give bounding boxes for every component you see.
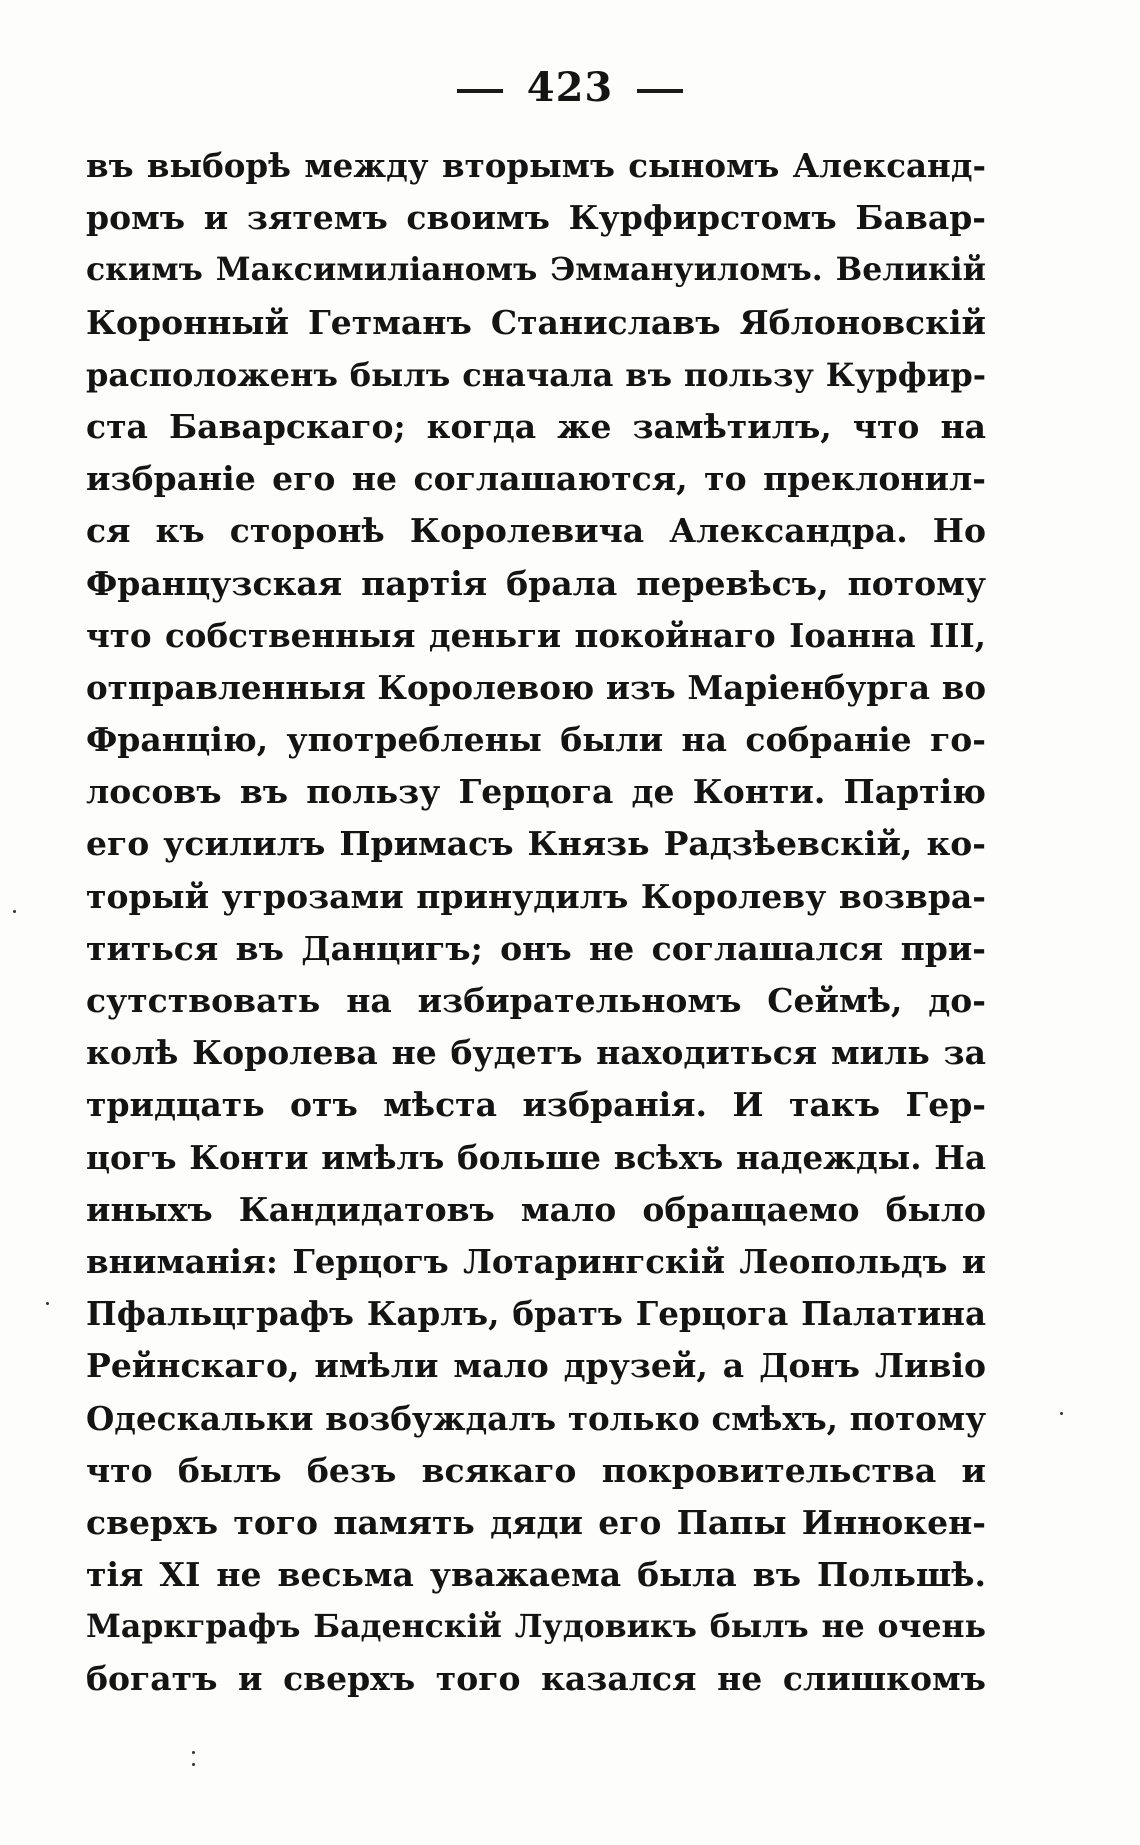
text-line: что собственныя деньги покойнаго Іоанна III,: [86, 615, 986, 655]
text-line: Рейнскаго, имѣли мало друзей, а Донъ Ливіо: [86, 1346, 986, 1386]
text-line: иныхъ Кандидатовъ мало обращаемо было: [86, 1189, 986, 1229]
scan-speck: [13, 910, 16, 913]
text-line: сутствовать на избирательномъ Сеймѣ, до-: [86, 981, 986, 1020]
text-line: тія XI не весьма уважаема была въ Польшѣ.: [86, 1555, 986, 1595]
text-line: лосовъ въ пользу Герцога де Конти. Партію: [86, 772, 986, 812]
text-line: избраніе его не соглашаются, то преклонил-: [86, 459, 986, 499]
text-line: въ выборѣ между вторымъ сыномъ Александ-: [86, 146, 986, 185]
text-line: ся къ сторонѣ Королевича Александра. Но: [86, 511, 986, 551]
text-line: тридцать отъ мѣста избранія. И такъ Гер-: [86, 1085, 986, 1125]
page-header: [0, 58, 1140, 118]
text-line: ромъ и зятемъ своимъ Курфирстомъ Бавар-: [86, 198, 986, 238]
scan-speck: [192, 1763, 195, 1766]
text-line: Французская партія брала перевѣсъ, потому: [86, 563, 986, 603]
text-line: богатъ и сверхъ того казался не слишкомъ: [86, 1659, 986, 1699]
text-line: отправленныя Королевою изъ Маріенбурга во: [86, 667, 986, 707]
text-line: колѣ Королева не будетъ находиться миль за: [86, 1033, 986, 1073]
text-line: титься въ Данцигъ; онъ не соглашался при-: [86, 928, 986, 968]
text-line: Коронный Гетманъ Станиславъ Яблоновскій: [86, 302, 986, 342]
text-line: вниманія: Герцогъ Лотарингскій Леопольдъ и: [86, 1241, 986, 1281]
header-dash-right: [637, 89, 683, 93]
text-line: Пфальцграфъ Карлъ, братъ Герцога Палатина: [86, 1294, 986, 1334]
text-line: Францію, употреблены были на собраніе го-: [86, 720, 986, 760]
text-line: что былъ безъ всякаго покровительства и: [86, 1450, 986, 1490]
header-dash-left: [457, 89, 503, 93]
scan-speck: [46, 1302, 49, 1305]
page-number: 423: [526, 64, 614, 111]
text-line: расположенъ былъ сначала въ пользу Курфир-: [86, 355, 986, 394]
text-line: ста Баварскаго; когда же замѣтилъ, что на: [86, 406, 986, 446]
scan-speck: [1060, 1412, 1063, 1415]
page-body-text: [86, 140, 986, 1706]
text-line: Маркграфъ Баденскій Лудовикъ былъ не очень: [86, 1608, 986, 1646]
text-line: цогъ Конти имѣлъ больше всѣхъ надежды. На: [86, 1137, 986, 1177]
text-line: сверхъ того память дяди его Папы Иннокен-: [86, 1502, 986, 1542]
text-line: скимъ Максимиліаномъ Эммануиломъ. Великій: [86, 251, 986, 289]
scan-speck: [192, 1751, 195, 1754]
text-line: его усилилъ Примасъ Князь Радзѣевскій, ко-: [86, 824, 986, 864]
text-line: торый угрозами принудилъ Королеву возвра-: [86, 876, 986, 916]
text-line: Одескальки возбуждалъ только смѣхъ, потому: [86, 1398, 986, 1438]
